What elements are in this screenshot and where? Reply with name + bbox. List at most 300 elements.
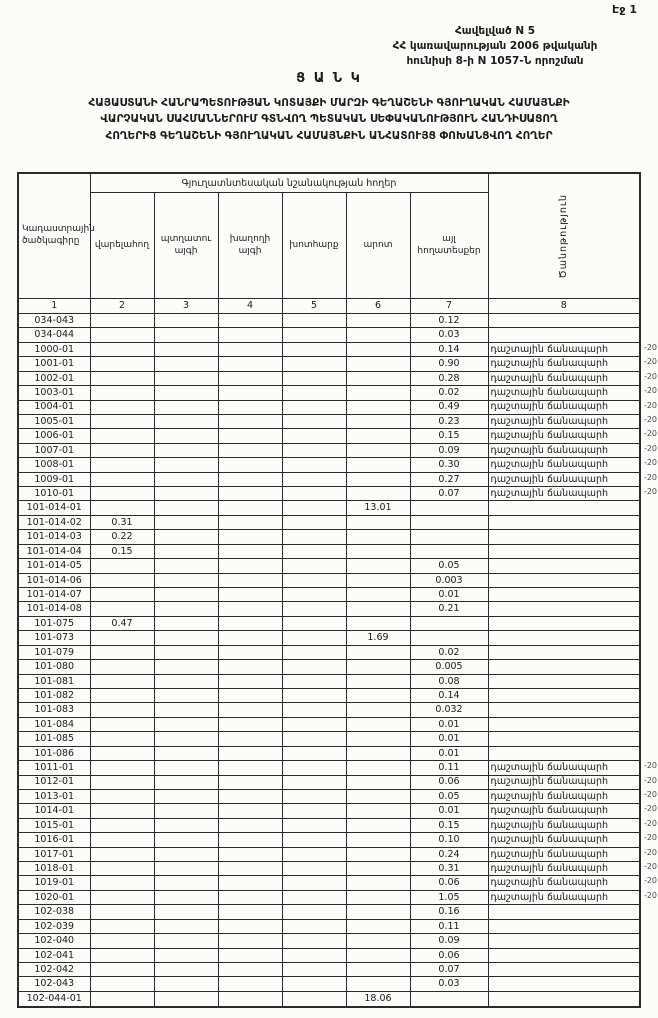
cell-pasture	[346, 948, 410, 962]
cell-note	[488, 645, 640, 659]
cell-hayfield	[282, 905, 346, 919]
cell-other-lands	[410, 544, 488, 558]
cell-pasture	[346, 732, 410, 746]
cell-vineyard	[218, 487, 282, 501]
table-row	[18, 458, 640, 472]
cell-cadastral-code: 1012-01	[18, 775, 90, 789]
note-text: դաշտային ճանապարհ	[490, 776, 609, 788]
cell-note	[488, 674, 640, 688]
cell-pasture	[346, 789, 410, 803]
cell-vineyard	[218, 833, 282, 847]
cell-fruit-orchard	[154, 934, 218, 948]
cell-arable	[90, 991, 154, 1007]
cell-cadastral-code: 101-075	[18, 616, 90, 630]
table-row	[18, 530, 640, 544]
table-row	[18, 674, 640, 688]
cell-hayfield	[282, 602, 346, 616]
margin-mark: -20	[643, 386, 658, 396]
table-row	[18, 833, 640, 847]
cell-vineyard	[218, 429, 282, 443]
cell-vineyard	[218, 371, 282, 385]
column-number-5: 5	[282, 299, 346, 314]
cell-note	[488, 876, 658, 890]
cell-arable: 0.22	[90, 530, 154, 544]
cell-vineyard	[218, 559, 282, 573]
cell-arable	[90, 472, 154, 486]
cell-other-lands: 0.06	[410, 948, 488, 962]
cell-pasture	[346, 328, 410, 342]
cell-cadastral-code: 101-073	[18, 631, 90, 645]
cell-cadastral-code: 034-044	[18, 328, 90, 342]
note-text: դաշտային ճանապարհ	[490, 488, 609, 500]
cell-arable	[90, 688, 154, 702]
cell-pasture	[346, 515, 410, 529]
cell-hayfield	[282, 487, 346, 501]
cell-fruit-orchard	[154, 357, 218, 371]
cell-vineyard	[218, 544, 282, 558]
cell-hayfield	[282, 573, 346, 587]
column-number-8: 8	[488, 299, 640, 314]
cell-other-lands	[410, 515, 488, 529]
col-header-pasture: արոտ	[346, 193, 410, 299]
cell-other-lands: 0.05	[410, 559, 488, 573]
table-row	[18, 616, 640, 630]
col-header-cadastral-code: Կադաստրային ծածկագիրը	[18, 173, 90, 299]
cell-note	[488, 443, 658, 457]
appendix-block	[360, 24, 630, 70]
cell-cadastral-code: 1006-01	[18, 429, 90, 443]
cell-other-lands: 0.31	[410, 862, 488, 876]
column-number-6: 6	[346, 299, 410, 314]
cell-fruit-orchard	[154, 688, 218, 702]
cell-fruit-orchard	[154, 775, 218, 789]
note-text: դաշտային ճանապարհ	[490, 459, 609, 471]
note-text: դաշտային ճանապարհ	[490, 372, 609, 384]
cell-vineyard	[218, 804, 282, 818]
cell-hayfield	[282, 674, 346, 688]
margin-mark: -20	[643, 761, 658, 771]
table-row	[18, 645, 640, 659]
cell-hayfield	[282, 804, 346, 818]
cell-note	[488, 890, 658, 904]
appendix-line-1: Հավելված N 5	[454, 25, 536, 37]
cell-arable	[90, 905, 154, 919]
cell-note	[488, 328, 640, 342]
note-text: դաշտային ճանապարհ	[490, 834, 609, 846]
table-row	[18, 876, 640, 890]
cell-vineyard	[218, 414, 282, 428]
table-row	[18, 501, 640, 515]
cell-vineyard	[218, 890, 282, 904]
table-row	[18, 804, 640, 818]
table-row	[18, 328, 640, 342]
cell-vineyard	[218, 616, 282, 630]
note-text: դաշտային ճանապարհ	[490, 805, 609, 817]
cell-fruit-orchard	[154, 487, 218, 501]
cell-pasture	[346, 371, 410, 385]
cell-cadastral-code: 1017-01	[18, 847, 90, 861]
column-number-7: 7	[410, 299, 488, 314]
cell-cadastral-code: 1007-01	[18, 443, 90, 457]
cell-note	[488, 501, 640, 515]
cell-other-lands: 0.032	[410, 703, 488, 717]
cell-arable	[90, 934, 154, 948]
cell-hayfield	[282, 703, 346, 717]
cell-other-lands: 0.49	[410, 400, 488, 414]
cell-vineyard	[218, 645, 282, 659]
cell-note	[488, 789, 658, 803]
cell-fruit-orchard	[154, 833, 218, 847]
cell-arable	[90, 962, 154, 976]
cell-cadastral-code: 1015-01	[18, 818, 90, 832]
cell-vineyard	[218, 847, 282, 861]
cell-pasture	[346, 962, 410, 976]
table-row	[18, 371, 640, 385]
margin-mark: -20	[643, 890, 658, 900]
note-text: դաշտային ճանապարհ	[490, 790, 609, 802]
cell-pasture	[346, 761, 410, 775]
cell-arable	[90, 386, 154, 400]
cell-vineyard	[218, 400, 282, 414]
table-row	[18, 934, 640, 948]
cell-fruit-orchard	[154, 573, 218, 587]
cell-note	[488, 616, 640, 630]
cell-cadastral-code: 101-084	[18, 717, 90, 731]
cell-vineyard	[218, 789, 282, 803]
cell-hayfield	[282, 342, 346, 356]
table-row	[18, 400, 640, 414]
cell-note	[488, 804, 658, 818]
cell-pasture	[346, 890, 410, 904]
cell-arable	[90, 717, 154, 731]
cell-arable	[90, 761, 154, 775]
cell-pasture: 18.06	[346, 991, 410, 1007]
cell-note	[488, 472, 658, 486]
cell-pasture	[346, 703, 410, 717]
cell-hayfield	[282, 660, 346, 674]
cell-arable	[90, 775, 154, 789]
cell-cadastral-code: 102-042	[18, 962, 90, 976]
note-text: դաշտային ճանապարհ	[490, 401, 609, 413]
cell-fruit-orchard	[154, 530, 218, 544]
cell-pasture	[346, 919, 410, 933]
cell-arable	[90, 342, 154, 356]
cell-cadastral-code: 102-043	[18, 977, 90, 991]
cell-hayfield	[282, 472, 346, 486]
cell-pasture	[346, 443, 410, 457]
cell-vineyard	[218, 732, 282, 746]
cell-note	[488, 847, 658, 861]
table-body	[18, 314, 658, 1008]
cell-arable	[90, 371, 154, 385]
cell-hayfield	[282, 501, 346, 515]
cell-hayfield	[282, 414, 346, 428]
cell-other-lands: 0.28	[410, 371, 488, 385]
note-text: դաշտային ճանապարհ	[490, 444, 609, 456]
header-row-group	[18, 173, 640, 193]
cell-vineyard	[218, 443, 282, 457]
cell-hayfield	[282, 862, 346, 876]
cell-cadastral-code: 1000-01	[18, 342, 90, 356]
cell-other-lands: 0.08	[410, 674, 488, 688]
cell-fruit-orchard	[154, 746, 218, 760]
col-header-other-lands: այլ հողատեսքեր	[410, 193, 488, 299]
cell-hayfield	[282, 386, 346, 400]
header-row-column-numbers	[18, 299, 640, 314]
cell-hayfield	[282, 328, 346, 342]
table-row	[18, 559, 640, 573]
cell-pasture	[346, 717, 410, 731]
col-header-hayfield: խոտհարք	[282, 193, 346, 299]
land-transfer-table	[17, 172, 658, 1008]
cell-arable	[90, 573, 154, 587]
cell-cadastral-code: 1016-01	[18, 833, 90, 847]
cell-other-lands: 0.02	[410, 386, 488, 400]
table-row	[18, 314, 640, 328]
cell-arable	[90, 804, 154, 818]
cell-arable	[90, 487, 154, 501]
cell-fruit-orchard	[154, 501, 218, 515]
col-header-arable: վարելահող	[90, 193, 154, 299]
cell-note	[488, 515, 640, 529]
cell-arable	[90, 328, 154, 342]
table-row	[18, 443, 640, 457]
cell-fruit-orchard	[154, 818, 218, 832]
cell-cadastral-code: 101-082	[18, 688, 90, 702]
cell-pasture	[346, 487, 410, 501]
cell-hayfield	[282, 962, 346, 976]
cell-hayfield	[282, 443, 346, 457]
note-header-vertical-text: Ծանոթություն	[558, 193, 570, 279]
table-row	[18, 357, 640, 371]
cell-note	[488, 833, 658, 847]
cell-vineyard	[218, 631, 282, 645]
cell-vineyard	[218, 919, 282, 933]
cell-note	[488, 400, 658, 414]
cell-other-lands: 0.14	[410, 688, 488, 702]
margin-mark: -20	[643, 400, 658, 410]
cell-hayfield	[282, 458, 346, 472]
cell-fruit-orchard	[154, 314, 218, 328]
cell-fruit-orchard	[154, 789, 218, 803]
margin-mark: -20	[643, 876, 658, 886]
cell-fruit-orchard	[154, 761, 218, 775]
cell-note	[488, 962, 640, 976]
note-text: դաշտային ճանապարհ	[490, 343, 609, 355]
cell-pasture	[346, 746, 410, 760]
cell-other-lands: 0.01	[410, 717, 488, 731]
cell-note	[488, 732, 640, 746]
cell-vineyard	[218, 905, 282, 919]
note-text: դաշտային ճանապարհ	[490, 430, 609, 442]
cell-cadastral-code: 102-041	[18, 948, 90, 962]
cell-other-lands: 0.06	[410, 775, 488, 789]
cell-other-lands	[410, 530, 488, 544]
cell-note	[488, 688, 640, 702]
margin-mark: -20	[643, 833, 658, 843]
table-row	[18, 775, 640, 789]
cell-fruit-orchard	[154, 429, 218, 443]
table-row	[18, 487, 640, 501]
cell-fruit-orchard	[154, 342, 218, 356]
cell-hayfield	[282, 645, 346, 659]
cell-cadastral-code: 101-085	[18, 732, 90, 746]
cell-fruit-orchard	[154, 804, 218, 818]
cell-cadastral-code: 1005-01	[18, 414, 90, 428]
cell-vineyard	[218, 775, 282, 789]
cell-pasture	[346, 616, 410, 630]
table-row	[18, 688, 640, 702]
cell-note	[488, 573, 640, 587]
cell-vineyard	[218, 862, 282, 876]
cell-fruit-orchard	[154, 948, 218, 962]
cell-other-lands: 0.15	[410, 429, 488, 443]
cell-hayfield	[282, 515, 346, 529]
cell-note	[488, 717, 640, 731]
cell-hayfield	[282, 688, 346, 702]
cell-fruit-orchard	[154, 559, 218, 573]
page-number-label: Էջ 1	[612, 3, 637, 16]
cell-fruit-orchard	[154, 515, 218, 529]
cell-pasture	[346, 818, 410, 832]
cell-arable	[90, 631, 154, 645]
table-row	[18, 472, 640, 486]
cell-note	[488, 934, 640, 948]
cell-arable	[90, 645, 154, 659]
cell-vineyard	[218, 501, 282, 515]
cell-hayfield	[282, 400, 346, 414]
cell-vineyard	[218, 746, 282, 760]
margin-mark: -20	[643, 789, 658, 799]
cell-arable	[90, 414, 154, 428]
cell-arable	[90, 890, 154, 904]
cell-other-lands: 0.24	[410, 847, 488, 861]
cell-vineyard	[218, 660, 282, 674]
cell-fruit-orchard	[154, 717, 218, 731]
cell-note	[488, 761, 658, 775]
cell-vineyard	[218, 948, 282, 962]
cell-other-lands: 0.01	[410, 588, 488, 602]
cell-pasture	[346, 977, 410, 991]
cell-cadastral-code: 101-014-08	[18, 602, 90, 616]
cell-pasture	[346, 847, 410, 861]
cell-vineyard	[218, 991, 282, 1007]
cell-hayfield	[282, 559, 346, 573]
cell-note	[488, 371, 658, 385]
cell-note	[488, 487, 658, 501]
cell-arable	[90, 674, 154, 688]
cell-arable	[90, 746, 154, 760]
cell-cadastral-code: 101-079	[18, 645, 90, 659]
cell-other-lands: 0.09	[410, 934, 488, 948]
cell-fruit-orchard	[154, 443, 218, 457]
cell-cadastral-code: 1009-01	[18, 472, 90, 486]
col-header-vineyard: խաղողի այգի	[218, 193, 282, 299]
cell-arable: 0.15	[90, 544, 154, 558]
cell-vineyard	[218, 573, 282, 587]
cell-note	[488, 703, 640, 717]
table-row	[18, 890, 640, 904]
table-row	[18, 905, 640, 919]
cell-note	[488, 458, 658, 472]
cell-hayfield	[282, 544, 346, 558]
table-row	[18, 544, 640, 558]
cell-arable	[90, 501, 154, 515]
cell-vineyard	[218, 934, 282, 948]
cell-vineyard	[218, 977, 282, 991]
cell-hayfield	[282, 717, 346, 731]
cell-vineyard	[218, 688, 282, 702]
cell-hayfield	[282, 732, 346, 746]
cell-cadastral-code: 102-039	[18, 919, 90, 933]
cell-hayfield	[282, 833, 346, 847]
cell-other-lands: 0.09	[410, 443, 488, 457]
col-group-header-agricultural-lands: Գյուղատնտեսական նշանակության հողեր	[90, 173, 488, 193]
cell-vineyard	[218, 588, 282, 602]
cell-vineyard	[218, 458, 282, 472]
cell-cadastral-code: 1011-01	[18, 761, 90, 775]
cell-pasture	[346, 804, 410, 818]
cell-fruit-orchard	[154, 660, 218, 674]
cell-hayfield	[282, 775, 346, 789]
cell-pasture	[346, 357, 410, 371]
margin-mark: -20	[643, 458, 658, 468]
appendix-line-2: ՀՀ կառավարության 2006 թվականի	[392, 40, 598, 53]
table-row	[18, 847, 640, 861]
cell-cadastral-code: 102-044-01	[18, 991, 90, 1007]
note-text: դաշտային ճանապարհ	[490, 819, 609, 831]
cell-note	[488, 357, 658, 371]
note-text: դաշտային ճանապարհ	[490, 415, 609, 427]
cell-arable	[90, 876, 154, 890]
cell-pasture	[346, 876, 410, 890]
cell-vineyard	[218, 761, 282, 775]
cell-note	[488, 602, 640, 616]
margin-mark: -20	[643, 818, 658, 828]
cell-other-lands: 0.30	[410, 458, 488, 472]
subtitle-line-1: ՀԱՅԱՍՏԱՆԻ ՀԱՆՐԱՊԵՏՈՒԹՅԱՆ ԿՈՏԱՅՔԻ ՄԱՐԶԻ ԳԵՂԱՇԵՆԻ ԳՅՈՒՂԱԿԱՆ ՀԱՄԱՅՆՔԻ	[88, 97, 570, 109]
cell-hayfield	[282, 818, 346, 832]
cell-other-lands: 0.16	[410, 905, 488, 919]
table-row	[18, 962, 640, 976]
cell-fruit-orchard	[154, 905, 218, 919]
note-text: դաշտային ճանապարհ	[490, 387, 609, 399]
cell-arable	[90, 357, 154, 371]
cell-hayfield	[282, 991, 346, 1007]
table-row	[18, 746, 640, 760]
cell-other-lands: 0.12	[410, 314, 488, 328]
cell-hayfield	[282, 977, 346, 991]
cell-fruit-orchard	[154, 602, 218, 616]
cell-cadastral-code: 101-014-01	[18, 501, 90, 515]
cell-cadastral-code: 101-014-05	[18, 559, 90, 573]
cell-vineyard	[218, 386, 282, 400]
cell-arable	[90, 862, 154, 876]
cell-hayfield	[282, 890, 346, 904]
cell-hayfield	[282, 530, 346, 544]
margin-mark: -20	[643, 775, 658, 785]
cell-note	[488, 530, 640, 544]
cell-pasture	[346, 314, 410, 328]
cell-arable	[90, 602, 154, 616]
cell-other-lands	[410, 616, 488, 630]
margin-mark: -20	[643, 487, 658, 497]
table-row	[18, 717, 640, 731]
cell-arable	[90, 818, 154, 832]
cell-hayfield	[282, 761, 346, 775]
cell-cadastral-code: 101-014-03	[18, 530, 90, 544]
table-row	[18, 602, 640, 616]
